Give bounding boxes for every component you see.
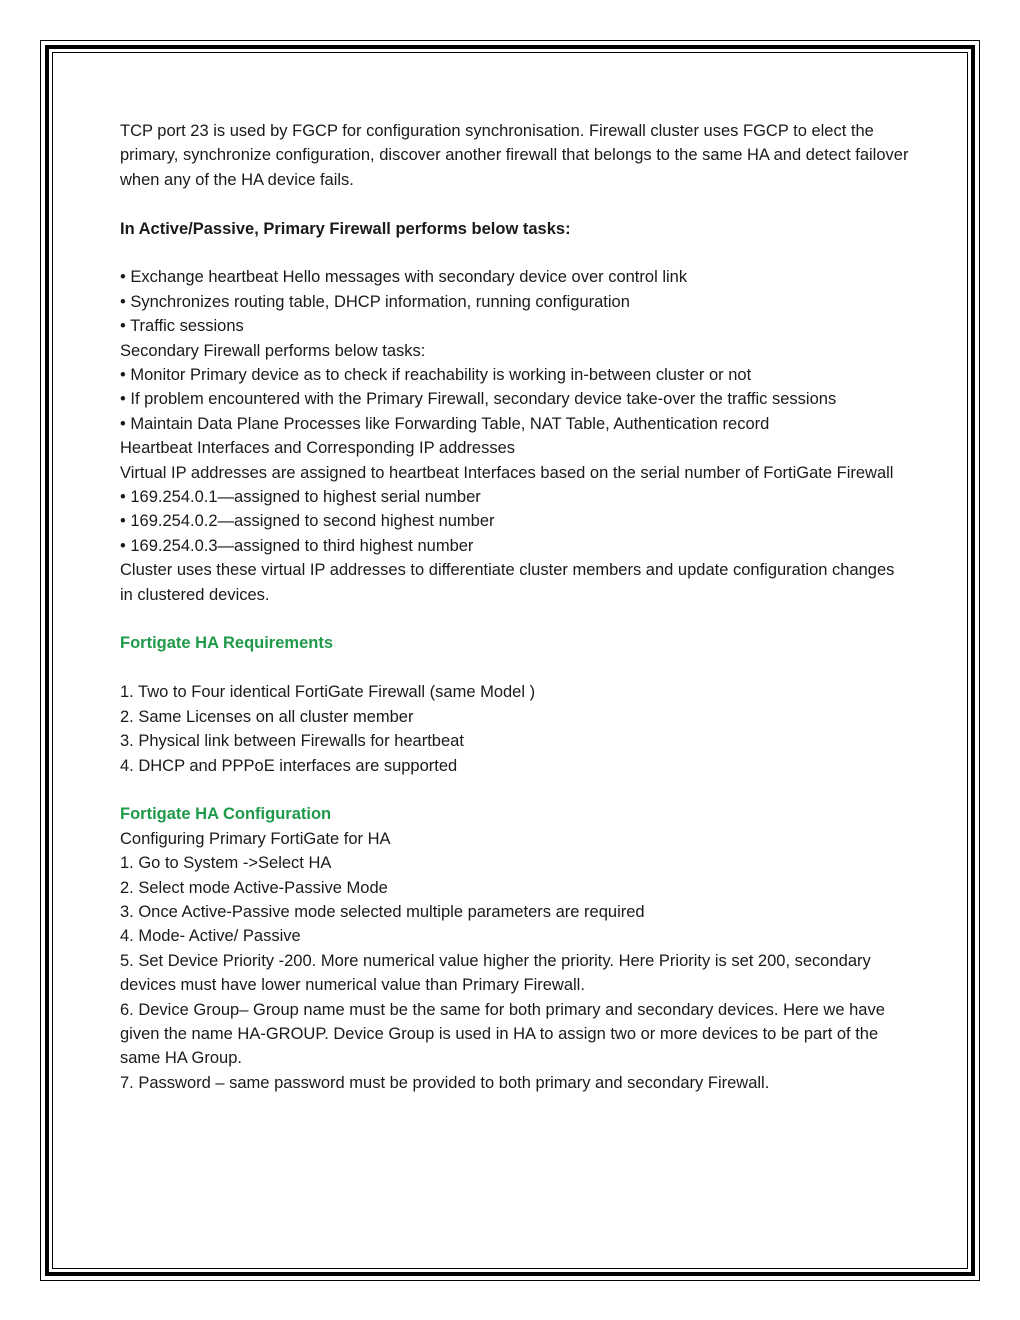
requirement-item: 4. DHCP and PPPoE interfaces are supported	[120, 756, 458, 775]
cluster-note: Cluster uses these virtual IP addresses to differentiate cluster members and update configuration changes in clustered devices.	[120, 561, 895, 604]
document-body	[120, 119, 910, 1095]
configuration-step: 5. Set Device Priority -200. More numerical value higher the priority. Here Priority is set 200, secondary devices must have lower numerical value than Primary Firewall.	[120, 951, 871, 995]
requirement-item: 2. Same Licenses on all cluster member	[120, 707, 414, 726]
secondary-task-item: • Monitor Primary device as to check if reachability is working in-between cluster or not	[120, 366, 752, 385]
primary-task-item: • Exchange heartbeat Hello messages with secondary device over control link	[120, 268, 688, 287]
secondary-task-item: • Maintain Data Plane Processes like Forwarding Table, NAT Table, Authentication record	[120, 414, 770, 433]
heartbeat-ip-item: • 169.254.0.3—assigned to third highest number	[120, 536, 474, 555]
primary-task-item: • Traffic sessions	[120, 317, 244, 336]
configuration-step: 2. Select mode Active-Passive Mode	[120, 878, 388, 897]
configuration-intro: Configuring Primary FortiGate for HA	[120, 829, 391, 848]
heartbeat-ip-item: • 169.254.0.2—assigned to second highest number	[120, 512, 495, 531]
heartbeat-heading: Heartbeat Interfaces and Corresponding IP addresses	[120, 439, 516, 458]
configuration-step: 4. Mode- Active/ Passive	[120, 927, 301, 946]
secondary-tasks-heading: Secondary Firewall performs below tasks:	[120, 341, 426, 360]
configuration-step: 7. Password – same password must be provided to both primary and secondary Firewall.	[120, 1073, 770, 1092]
intro-paragraph: TCP port 23 is used by FGCP for configuration synchronisation. Firewall cluster uses FGCP to elect the primary, synchronize configuration, discover another firewall that belongs to the same HA and detect failover when any of the HA device fails.	[120, 122, 909, 189]
heartbeat-description: Virtual IP addresses are assigned to heartbeat Interfaces based on the serial number of FortiGate Firewall	[120, 463, 894, 482]
requirement-item: 1. Two to Four identical FortiGate Firewall (same Model )	[120, 683, 536, 702]
requirements-heading: Fortigate HA Requirements	[120, 634, 334, 653]
primary-task-item: • Synchronizes routing table, DHCP information, running configuration	[120, 292, 630, 311]
configuration-step: 3. Once Active-Passive mode selected multiple parameters are required	[120, 902, 645, 921]
secondary-task-item: • If problem encountered with the Primary Firewall, secondary device take-over the traffic sessions	[120, 390, 837, 409]
primary-tasks-heading: In Active/Passive, Primary Firewall performs below tasks:	[120, 219, 571, 238]
configuration-step: 1. Go to System ->Select HA	[120, 854, 332, 873]
configuration-heading: Fortigate HA Configuration	[120, 805, 332, 824]
configuration-step: 6. Device Group– Group name must be the same for both primary and secondary devices. Here we have given the name HA-GROUP. Device Group is used in HA to assign two or more devices to be part of the same HA Group.	[120, 1000, 885, 1068]
heartbeat-ip-item: • 169.254.0.1—assigned to highest serial number	[120, 488, 481, 507]
requirement-item: 3. Physical link between Firewalls for heartbeat	[120, 732, 464, 751]
